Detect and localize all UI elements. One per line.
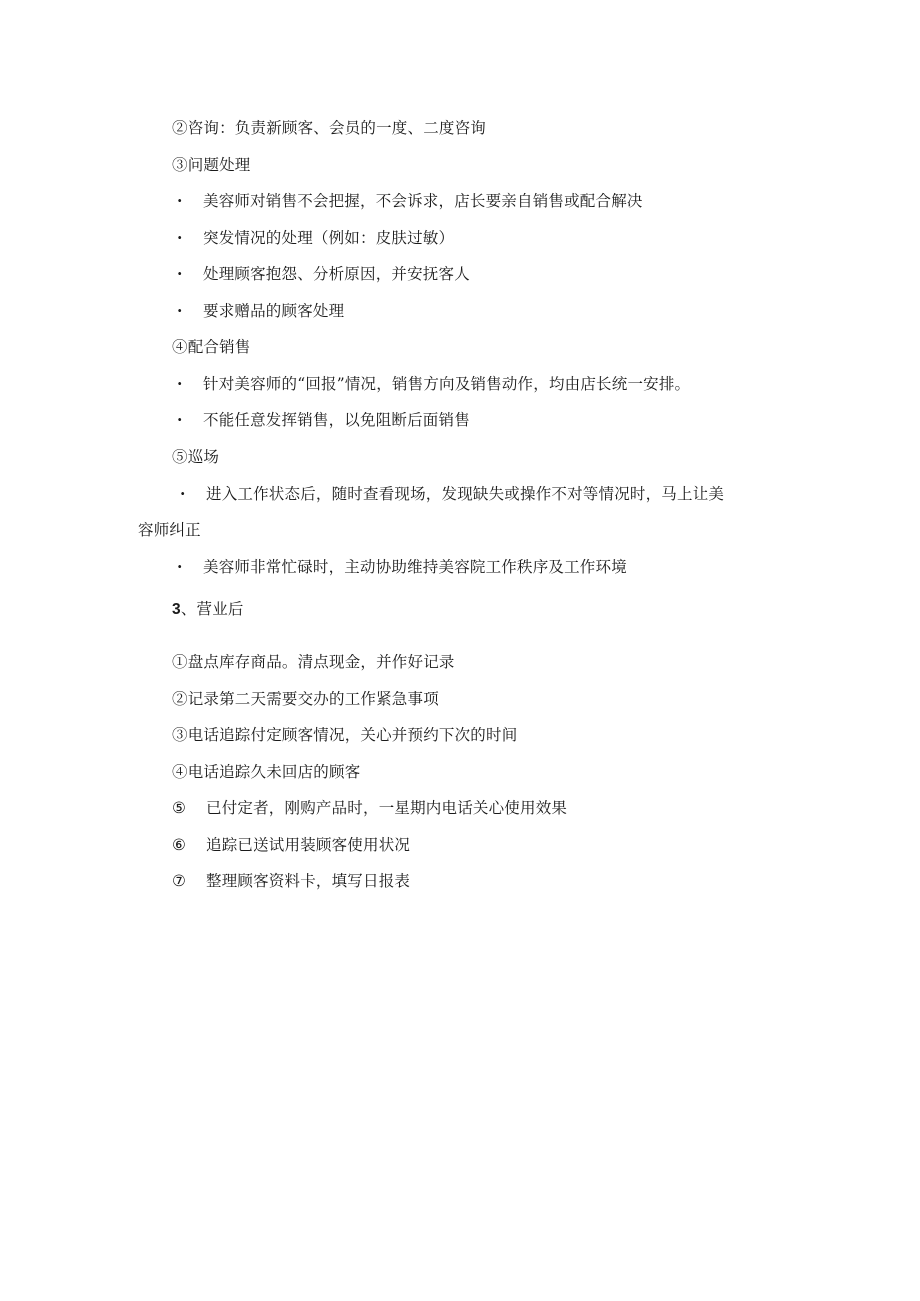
after-hours-item: ④电话追踪久未回店的顾客 [172, 763, 361, 781]
bullet-marker: · [180, 484, 186, 503]
item-number: ⑤ [172, 799, 187, 817]
bullet-marker: · [177, 264, 183, 283]
heading-text: 、营业后 [180, 600, 244, 618]
bullet-marker: · [177, 410, 183, 429]
sales-title: ④配合销售 [172, 338, 251, 356]
after-hours-heading [172, 599, 244, 620]
after-hours-item: ②记录第二天需要交办的工作紧急事项 [172, 690, 439, 708]
problem-item [177, 301, 344, 321]
problem-title: ③问题处理 [172, 156, 251, 174]
after-hours-numbered-item [172, 835, 410, 855]
patrol-item-continuation: 容师纠正 [138, 521, 201, 539]
item-number: ⑦ [172, 872, 187, 890]
after-hours-item: ③电话追踪付定顾客情况，关心并预约下次的时间 [172, 726, 518, 744]
item-number: ⑥ [172, 836, 187, 854]
patrol-item [177, 557, 627, 577]
patrol-item-text: 进入工作状态后，随时查看现场，发现缺失或操作不对等情况时，马上让美 [206, 485, 725, 503]
bullet-marker: · [177, 228, 183, 247]
problem-item-text: 美容师对销售不会把握，不会诉求，店长要亲自销售或配合解决 [203, 192, 643, 210]
item-text: 追踪已送试用装顾客使用状况 [206, 836, 411, 854]
bullet-marker: · [177, 374, 183, 393]
after-hours-item: ①盘点库存商品。清点现金，并作好记录 [172, 653, 455, 671]
heading-number: 3 [172, 601, 181, 618]
bullet-marker: · [177, 191, 183, 210]
sales-item-text: 针对美容师的“回报”情况，销售方向及销售动作，均由店长统一安排。 [203, 375, 691, 393]
problem-item [177, 191, 643, 211]
problem-item-text: 突发情况的处理（例如：皮肤过敏） [203, 229, 455, 247]
patrol-item [180, 484, 724, 504]
patrol-item-text: 美容师非常忙碌时，主动协助维持美容院工作秩序及工作环境 [203, 558, 627, 576]
sales-item [177, 374, 690, 394]
problem-item [177, 228, 454, 248]
sales-item [177, 410, 470, 430]
problem-item-text: 要求赠品的顾客处理 [203, 302, 345, 320]
problem-item [177, 264, 470, 284]
item-text: 整理顾客资料卡，填写日报表 [206, 872, 411, 890]
item-text: 已付定者，刚购产品时，一星期内电话关心使用效果 [206, 799, 568, 817]
problem-item-text: 处理顾客抱怨、分析原因，并安抚客人 [203, 265, 470, 283]
sales-item-text: 不能任意发挥销售，以免阻断后面销售 [203, 411, 470, 429]
after-hours-numbered-item [172, 798, 567, 818]
bullet-marker: · [177, 301, 183, 320]
patrol-title: ⑤巡场 [172, 448, 220, 466]
bullet-marker: · [177, 557, 183, 576]
after-hours-numbered-item [172, 871, 410, 891]
consult-line: ②咨询：负责新顾客、会员的一度、二度咨询 [172, 119, 487, 137]
